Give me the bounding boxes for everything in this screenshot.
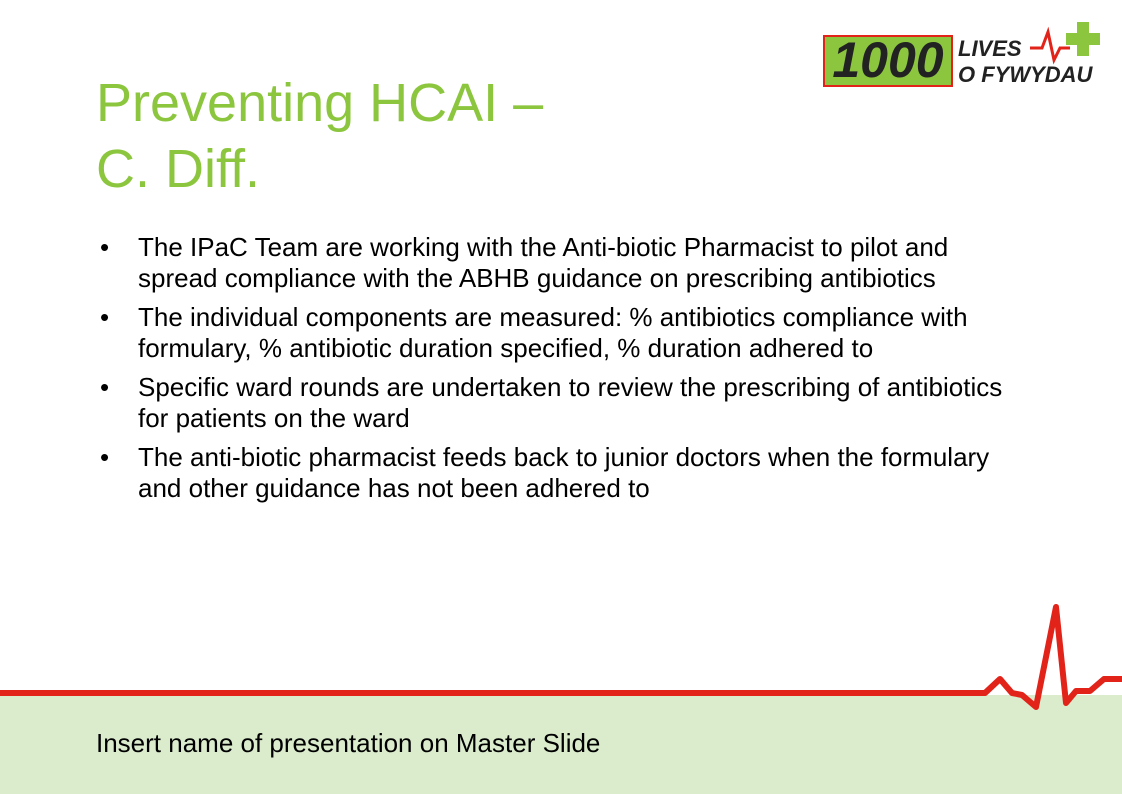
bullet-text: The anti-biotic pharmacist feeds back to junior doctors when the formulary and other guidance has not been adhered to — [138, 442, 990, 503]
logo-pulse-icon — [1030, 32, 1070, 60]
bullet-text: The IPaC Team are working with the Anti-biotic Pharmacist to pilot and spread compliance with the ABHB guidance on prescribing antibiotics — [138, 232, 949, 293]
logo-line1: LIVES — [958, 36, 1022, 61]
logo-number: 1000 — [832, 32, 944, 88]
footer-presentation-name: Insert name of presentation on Master Slide — [96, 728, 601, 758]
bullet-marker: • — [100, 372, 110, 402]
bullet-marker: • — [100, 442, 110, 472]
bullet-item — [100, 442, 1030, 504]
bullet-marker: • — [100, 302, 110, 332]
bullet-item — [100, 232, 1030, 294]
bullet-list — [100, 232, 1030, 512]
title-line-1: Preventing HCAI – — [96, 73, 544, 133]
bullet-item — [100, 302, 1030, 364]
bullet-text: The individual components are measured: % antibiotics compliance with formulary, % antibiotic duration specified, % duration adhered to — [138, 302, 968, 363]
1000-lives-logo — [820, 18, 1105, 93]
ecg-line-decoration — [0, 595, 1122, 725]
title-line-2: C. Diff. — [96, 139, 261, 199]
bullet-text: Specific ward rounds are undertaken to review the prescribing of antibiotics for patients on the ward — [138, 372, 1003, 433]
slide-title — [96, 70, 796, 202]
logo-digits — [824, 32, 952, 88]
logo-line2: O FYWYDAU — [958, 62, 1093, 87]
bullet-item — [100, 372, 1030, 434]
logo-cross-icon — [1066, 22, 1100, 56]
bullet-marker: • — [100, 232, 110, 262]
